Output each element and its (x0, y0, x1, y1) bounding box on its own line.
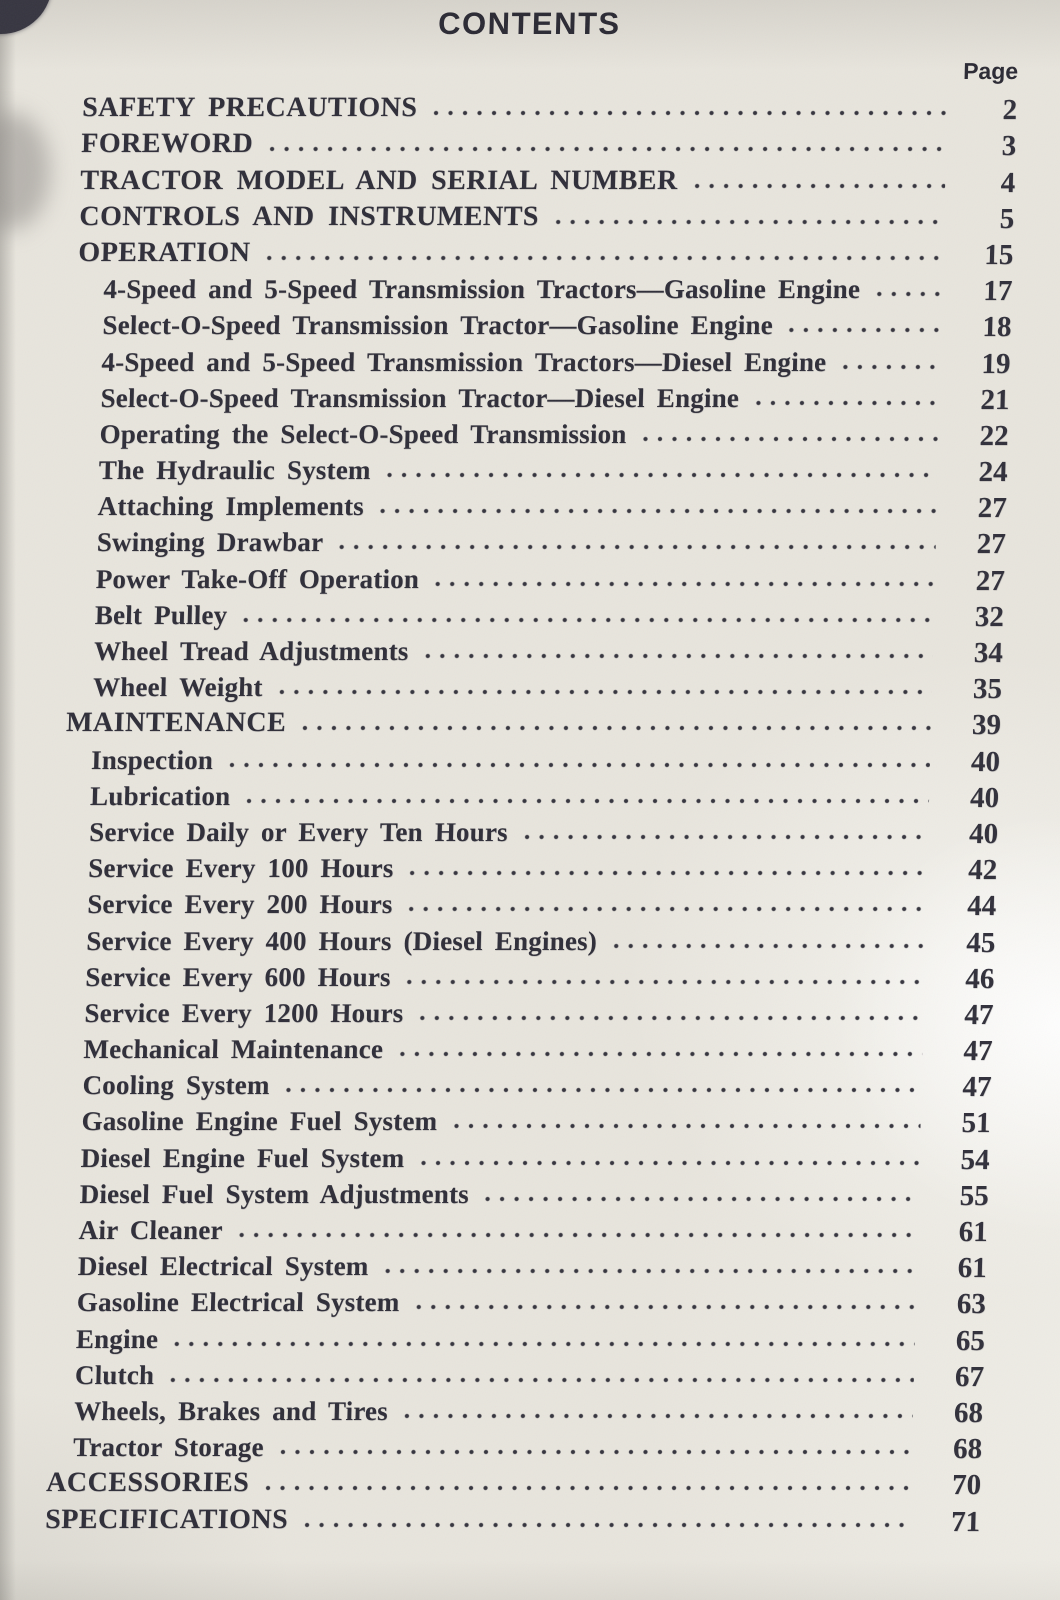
toc-entry (81, 86, 1018, 127)
toc-entry-label: Tractor Storage (72, 1432, 265, 1463)
dot-leader (429, 109, 947, 117)
toc-entry (71, 484, 1008, 525)
dot-leader (276, 1448, 913, 1456)
toc-entry-page: 24 (978, 456, 1009, 489)
toc-entry-label: Gasoline Engine Fuel System (81, 1106, 438, 1137)
toc-entry (78, 195, 1015, 235)
dot-leader (281, 1086, 921, 1094)
toc-entry (55, 1099, 992, 1140)
toc-entry-page: 40 (969, 781, 1000, 814)
dot-leader (415, 1014, 923, 1022)
toc-entry-label: SPECIFICATIONS (44, 1503, 289, 1535)
toc-entry-label: TRACTOR MODEL AND SERIAL NUMBER (79, 164, 679, 196)
toc-entry (58, 991, 994, 1031)
toc-entry-page: 61 (957, 1252, 988, 1285)
toc-entry (74, 376, 1010, 416)
toc-entry-page: 3 (1001, 130, 1017, 163)
toc-entry (69, 593, 1005, 633)
dot-leader (405, 869, 927, 877)
toc-entry-label: Diesel Electrical System (77, 1251, 369, 1282)
toc-entry-label: Operating the Select-O-Speed Transmission (99, 418, 627, 449)
toc-entry-label: Lubrication (89, 780, 231, 811)
dot-leader (411, 1303, 916, 1311)
toc-entry-label: Mechanical Maintenance (83, 1034, 384, 1065)
toc-entry (48, 1389, 984, 1429)
toc-entry-page: 46 (964, 962, 995, 995)
toc-entry-page: 44 (966, 890, 997, 923)
dot-leader (404, 905, 926, 913)
dot-leader (402, 978, 924, 986)
toc-entry-page: 61 (958, 1216, 989, 1248)
toc-entry-label: ACCESSORIES (45, 1467, 250, 1499)
toc-entry (67, 665, 1003, 706)
toc-entry-label: Service Every 1200 Hours (84, 997, 404, 1028)
toc-entry-label: Swinging Drawbar (96, 527, 324, 558)
dot-leader (638, 435, 938, 443)
toc-entry-page: 21 (980, 383, 1010, 416)
toc-entry-label: SAFETY PRECAUTIONS (81, 92, 418, 124)
dot-leader (261, 1484, 911, 1492)
toc-entry-page: 45 (965, 926, 996, 959)
toc-entry-page: 34 (973, 637, 1004, 669)
toc-entry-page: 27 (977, 492, 1008, 525)
toc-entry (64, 774, 1000, 814)
toc-entry-page: 27 (976, 528, 1007, 561)
toc-entry-page: 18 (982, 311, 1012, 344)
toc-entry-label: Service Every 400 Hours (Diesel Engines) (85, 925, 598, 956)
dot-leader (838, 363, 940, 371)
toc-entry (53, 1172, 990, 1212)
toc-entry-label: Select-O-Speed Transmission Tractor—Gasoline Engine (102, 310, 774, 341)
toc-entry-page: 47 (964, 998, 994, 1031)
toc-entry-label: Service Daily or Every Ten Hours (88, 816, 509, 847)
toc-entry (54, 1135, 991, 1176)
dot-leader (335, 543, 936, 551)
toc-entry-page: 63 (956, 1288, 987, 1321)
dot-leader (166, 1376, 914, 1384)
dot-leader (690, 182, 946, 190)
toc-entry-label: Service Every 200 Hours (86, 889, 394, 920)
dot-leader (225, 761, 930, 769)
toc-entry-label: Attaching Implements (97, 491, 365, 522)
dot-leader (416, 1159, 919, 1167)
toc-entry-page: 5 (999, 202, 1015, 235)
toc-entry-label: Wheel Tread Adjustments (93, 636, 409, 666)
dot-leader (380, 1267, 916, 1275)
toc-entry (59, 955, 995, 995)
dot-leader (239, 616, 934, 624)
toc-entry (70, 520, 1007, 561)
dot-leader (551, 218, 945, 226)
toc-entry-page: 68 (952, 1433, 983, 1466)
toc-entry-label: The Hydraulic System (98, 455, 372, 486)
toc-entry (69, 556, 1006, 597)
toc-entry-page: 47 (962, 1071, 992, 1104)
toc-entry (47, 1425, 983, 1466)
toc-entry-page: 32 (974, 600, 1005, 633)
toc-entry-page: 67 (954, 1360, 985, 1393)
toc-entry-page: 47 (963, 1035, 993, 1068)
toc-entry-label: Select-O-Speed Transmission Tractor—Diesel Engine (100, 382, 740, 413)
dot-leader (300, 1521, 910, 1529)
toc-entry-label: Wheels, Brakes and Tires (73, 1395, 389, 1426)
dot-leader (265, 145, 946, 153)
toc-entry (68, 629, 1004, 669)
toc-entry-page: 51 (961, 1107, 992, 1140)
toc-entry (75, 339, 1011, 380)
toc-entry (60, 918, 996, 959)
dot-leader (872, 290, 942, 298)
dot-leader (431, 580, 935, 588)
toc-list (44, 86, 1018, 1538)
toc-entry-label: Engine (75, 1323, 159, 1354)
dot-leader (376, 507, 937, 515)
page-column-header: Page (962, 58, 1019, 84)
toc-entry-label: Power Take-Off Operation (95, 563, 420, 594)
toc-entry-page: 4 (1000, 166, 1016, 199)
dot-leader (170, 1340, 915, 1348)
dot-leader (395, 1050, 923, 1058)
toc-entry-page: 19 (981, 347, 1011, 380)
toc-entry-label: 4-Speed and 5-Speed Transmission Tractors—Diesel Engine (101, 346, 827, 377)
toc-entry (62, 846, 998, 887)
toc-entry (49, 1353, 985, 1393)
dot-leader (234, 1231, 917, 1239)
toc-entry-page: 65 (955, 1324, 986, 1357)
toc-entry-page: 42 (967, 854, 998, 887)
toc-entry-label: CONTROLS AND INSTRUMENTS (78, 200, 540, 232)
toc-entry-label: Inspection (90, 744, 214, 775)
toc-entry-page: 17 (982, 275, 1013, 308)
toc-entry-page: 15 (983, 238, 1014, 271)
toc-entry-page: 68 (953, 1396, 984, 1429)
dot-leader (785, 326, 942, 334)
toc-entry (51, 1244, 988, 1285)
dot-leader (481, 1195, 919, 1203)
toc-entry-page: 54 (960, 1143, 991, 1176)
toc-entry-label: OPERATION (77, 236, 251, 268)
toc-entry (51, 1280, 987, 1321)
toc-entry-label: 4-Speed and 5-Speed Transmission Tractors—Gasoline Engine (103, 274, 861, 305)
toc-entry-label: Service Every 100 Hours (87, 853, 394, 884)
toc-entry (44, 1497, 981, 1538)
toc-entry-label: Wheel Weight (92, 672, 264, 703)
toc-entry (61, 882, 997, 923)
toc-entry (65, 701, 1002, 742)
toc-entry (80, 122, 1017, 163)
dot-leader (751, 399, 940, 407)
dot-leader (449, 1122, 921, 1130)
toc-entry-page: 22 (979, 419, 1010, 452)
toc-entry-label: Diesel Engine Fuel System (80, 1142, 405, 1173)
toc-entry-label: FOREWORD (80, 128, 254, 160)
toc-entry-label: Diesel Fuel System Adjustments (79, 1178, 470, 1209)
toc-entry-page: 27 (975, 564, 1006, 597)
toc-entry-page: 39 (971, 709, 1002, 742)
toc-entry-page: 2 (1002, 94, 1018, 127)
toc-entry-label: Service Every 600 Hours (85, 961, 392, 992)
toc-entry (76, 303, 1012, 344)
toc-entry (52, 1208, 989, 1248)
toc-entry-label: MAINTENANCE (65, 707, 287, 739)
toc-entry (72, 448, 1009, 489)
toc-entry (79, 158, 1016, 199)
page-title: CONTENTS (437, 6, 622, 41)
dot-leader (262, 254, 943, 262)
toc-entry-page: 40 (968, 817, 999, 850)
toc-entry-label: Gasoline Electrical System (76, 1287, 400, 1318)
dot-leader (400, 1412, 913, 1420)
toc-entry-page: 71 (950, 1505, 981, 1538)
toc-entry (56, 1063, 992, 1104)
toc-entry (77, 267, 1013, 308)
toc-entry-label: Belt Pulley (94, 599, 228, 630)
dot-leader (420, 652, 933, 660)
toc-entry (73, 412, 1010, 452)
dot-leader (520, 833, 929, 841)
toc-entry (77, 231, 1014, 271)
toc-entry (65, 737, 1001, 778)
toc-entry-label: Air Cleaner (78, 1215, 224, 1245)
dot-leader (382, 471, 937, 479)
dot-leader (274, 688, 932, 696)
toc-entry (45, 1461, 982, 1502)
toc-entry-label: Clutch (74, 1359, 155, 1390)
toc-entry-page: 40 (970, 745, 1001, 778)
toc-entry-page: 70 (951, 1469, 982, 1502)
toc-entry-page: 55 (959, 1179, 990, 1212)
toc-entry (50, 1316, 986, 1357)
dot-leader (242, 797, 929, 805)
toc-entry (63, 810, 999, 850)
toc-entry-label: Cooling System (82, 1070, 271, 1101)
dot-leader (298, 724, 931, 732)
toc-entry (57, 1027, 993, 1068)
dot-leader (609, 942, 926, 950)
toc-entry-page: 35 (972, 673, 1003, 706)
